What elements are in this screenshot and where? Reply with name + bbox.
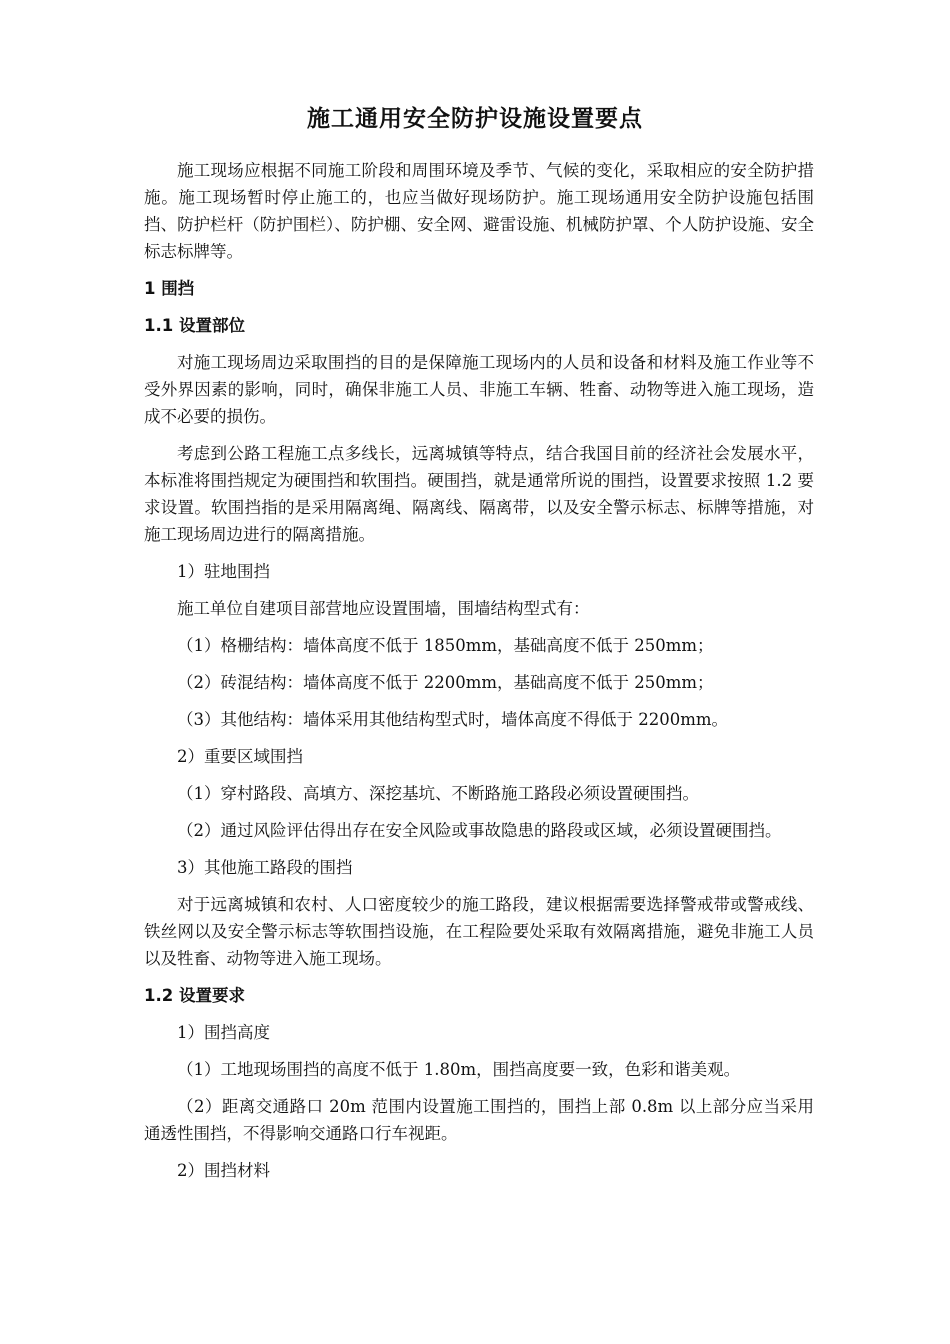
paragraph-purpose: 对施工现场周边采取围挡的目的是保障施工现场内的人员和设备和材料及施工作业等不受外界因素的影响，同时，确保非施工人员、非施工车辆、牲畜、动物等进入施工现场，造成不必要的损伤。 — [144, 353, 814, 426]
document-body — [144, 157, 814, 1194]
subsection-heading-1-1: 1.1 设置部位 — [144, 316, 245, 335]
list-item-brick-structure: （2）砖混结构：墙体高度不低于 2200mm，基础高度不低于 250mm； — [177, 673, 714, 692]
document-title: 施工通用安全防护设施设置要点 — [307, 106, 643, 132]
list-item-risk-assessment: （2）通过风险评估得出存在安全风险或事故隐患的路段或区域，必须设置硬围挡。 — [177, 821, 782, 840]
paragraph-camp-wall: 施工单位自建项目部营地应设置围墙，围墙结构型式有： — [177, 599, 590, 618]
paragraph-hard-soft-fence: 考虑到公路工程施工点多线长，远离城镇等特点，结合我国目前的经济社会发展水平，本标准将围挡规定为硬围挡和软围挡。硬围挡，就是通常所说的围挡，设置要求按照 1.2 要求设置。软围挡指的是采用隔离绳、隔离线、隔离带，以及安全警示标志、标牌等措施，对施工现场周边进行的隔离措施。 — [144, 444, 814, 544]
item-other-sections-fence: 3）其他施工路段的围挡 — [177, 858, 353, 877]
list-item-intersection-requirement: （2）距离交通路口 20m 范围内设置施工围挡的，围挡上部 0.8m 以上部分应当采用通透性围挡，不得影响交通路口行车视距。 — [144, 1097, 814, 1143]
section-heading-1: 1 围挡 — [144, 279, 195, 298]
item-fence-material: 2）围挡材料 — [177, 1161, 270, 1180]
subsection-heading-1-2: 1.2 设置要求 — [144, 986, 245, 1005]
item-key-area-fence: 2）重要区域围挡 — [177, 747, 303, 766]
list-item-grid-structure: （1）格栅结构：墙体高度不低于 1850mm，基础高度不低于 250mm； — [177, 636, 714, 655]
item-camp-fence: 1）驻地围挡 — [177, 562, 270, 581]
list-item-height-requirement: （1）工地现场围挡的高度不低于 1.80m，围挡高度要一致，色彩和谐美观。 — [177, 1060, 741, 1079]
intro-paragraph: 施工现场应根据不同施工阶段和周围环境及季节、气候的变化，采取相应的安全防护措施。施工现场暂时停止施工的，也应当做好现场防护。施工现场通用安全防护设施包括围挡、防护栏杆（防护围栏）、防护棚、安全网、避雷设施、机械防护罩、个人防护设施、安全标志标牌等。 — [144, 161, 814, 261]
item-fence-height: 1）围挡高度 — [177, 1023, 270, 1042]
list-item-other-structure: （3）其他结构：墙体采用其他结构型式时，墙体高度不得低于 2200mm。 — [177, 710, 729, 729]
list-item-village-sections: （1）穿村路段、高填方、深挖基坑、不断路施工路段必须设置硬围挡。 — [177, 784, 699, 803]
paragraph-soft-fence-remote: 对于远离城镇和农村、人口密度较少的施工路段，建议根据需要选择警戒带或警戒线、铁丝网以及安全警示标志等软围挡设施，在工程险要处采取有效隔离措施，避免非施工人员以及牲畜、动物等进入施工现场。 — [144, 895, 814, 968]
